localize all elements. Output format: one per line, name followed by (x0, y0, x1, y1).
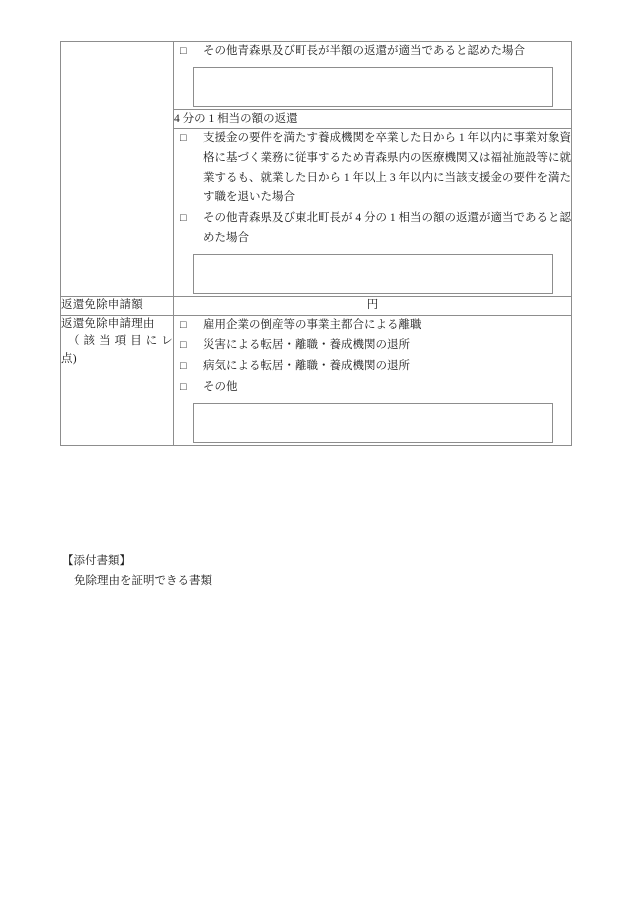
checkbox-item-label: 雇用企業の倒産等の事業主都合による離職 (203, 318, 422, 331)
checkbox-item[interactable] (174, 336, 571, 356)
reason-row-body-cell (174, 315, 572, 445)
refund-exemption-form-table (60, 41, 572, 446)
amount-unit-label: 円 (366, 298, 379, 311)
checkbox-item[interactable] (174, 209, 571, 249)
checkbox-item-label: 災害による転居・離職・養成機関の退所 (203, 339, 410, 352)
checkbox-item[interactable] (174, 357, 571, 377)
table-row-half-refund (61, 42, 572, 110)
attachments-heading: 【添付書類】 (62, 555, 131, 567)
amount-row-value-cell[interactable] (174, 296, 572, 315)
checkbox-unchecked-icon[interactable]: □ (180, 339, 187, 352)
checkbox-item-label: その他青森県及び東北町長が 4 分の 1 相当の額の返還が適当であると認めた場合 (203, 212, 571, 244)
reason-row-label-line-2: （該当項目にレ (68, 335, 173, 348)
table-row-reason (61, 315, 572, 445)
attachments-item: 免除理由を証明できる書類 (74, 575, 212, 588)
checkbox-unchecked-icon[interactable]: □ (180, 360, 187, 373)
checkbox-unchecked-icon[interactable]: □ (180, 212, 187, 225)
attachments-section (62, 551, 212, 591)
left-label-cell-empty (61, 42, 174, 297)
checkbox-item[interactable] (174, 316, 571, 336)
reason-row-label-cell (61, 315, 174, 445)
table-row-amount (61, 296, 572, 315)
half-refund-body-cell (174, 42, 572, 110)
checkbox-unchecked-icon[interactable]: □ (180, 45, 187, 57)
checkbox-unchecked-icon[interactable]: □ (180, 132, 187, 145)
checkbox-unchecked-icon[interactable]: □ (180, 318, 187, 331)
write-in-box[interactable] (193, 67, 553, 107)
amount-row-label-cell (61, 296, 174, 315)
checkbox-item[interactable] (174, 42, 571, 62)
checkbox-item-label: その他 (203, 380, 238, 393)
checkbox-item[interactable] (174, 129, 571, 208)
quarter-refund-body-cell (174, 129, 572, 297)
reason-row-label-line-3: 点) (61, 353, 77, 366)
checkbox-item[interactable] (174, 378, 571, 398)
amount-row-label: 返還免除申請額 (61, 298, 143, 311)
checkbox-item-label: その他青森県及び町長が半額の返還が適当であると認めた場合 (203, 45, 525, 57)
quarter-refund-title: 4 分の 1 相当の額の返還 (174, 109, 572, 128)
write-in-box[interactable] (193, 254, 553, 294)
write-in-box[interactable] (193, 403, 553, 443)
checkbox-unchecked-icon[interactable]: □ (180, 380, 187, 393)
checkbox-item-label: 支援金の要件を満たす養成機関を卒業した日から 1 年以内に事業対象資格に基づく業務に従事するため青森県内の医療機関又は福祉施設等に就業するも、就業した日から 1 年以上 3 年以内に当該支援金の要件を満たす職を退いた場合 (203, 132, 571, 204)
reason-row-label-line-1: 返還免除申請理由 (61, 317, 155, 330)
checkbox-item-label: 病気による転居・離職・養成機関の退所 (203, 360, 410, 373)
